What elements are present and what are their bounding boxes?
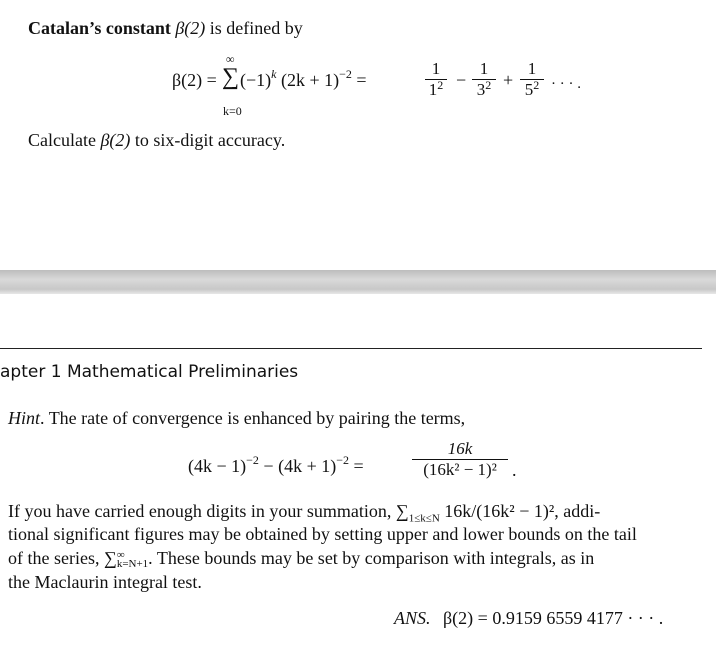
fraction-2-num: 1 [479, 59, 489, 78]
hint-text: . The rate of convergence is enhanced by pairing the terms, [40, 408, 466, 428]
para-line3-b: . These bounds may be set by comparison with integrals, as in [148, 548, 595, 568]
chapter-header: apter 1 Mathematical Preliminaries [0, 362, 299, 382]
term-exp-neg2: −2 [339, 67, 352, 81]
fraction-1-sq: 2 [437, 78, 444, 92]
minus-sign: − [456, 70, 467, 90]
sum-upper-limit: ∞ [226, 52, 235, 66]
para-sum2-sub: k=N+1 [116, 557, 149, 570]
pairing-exp1: −2 [246, 453, 259, 467]
para-sum-sub: 1≤k≤N [408, 512, 440, 525]
term-sign: (−1) [240, 70, 272, 90]
answer [394, 608, 663, 629]
fraction-1-num: 1 [431, 59, 441, 78]
answer-label: ANS. [394, 608, 431, 628]
beta2-symbol: β(2) [175, 18, 206, 38]
fraction-3-sq: 2 [533, 78, 540, 92]
para-line3-a: of the series, [8, 548, 100, 568]
para-line-3 [8, 548, 594, 569]
fraction-2 [472, 60, 496, 100]
task-text: Calculate [28, 130, 96, 150]
equals-sign: = [356, 70, 367, 90]
pairing-equals: = [353, 456, 364, 476]
sum-lower-limit: k=0 [223, 104, 242, 118]
pairing-exp2: −2 [336, 453, 349, 467]
pairing-dot: . [512, 460, 517, 480]
problem-title-bold: Catalan’s constant [28, 18, 171, 38]
fraction-3-den: 5 [524, 80, 534, 99]
term-exp-k: k [271, 67, 277, 81]
equation-term [240, 67, 367, 91]
problem-task [28, 130, 285, 151]
para-line-4: the Maclaurin integral test. [8, 572, 202, 592]
summation-symbol: ∑ [222, 64, 240, 90]
task-text-rest: to six-digit accuracy. [134, 130, 286, 150]
fraction-2-sq: 2 [485, 78, 492, 92]
pairing-term2: − (4k + 1) [258, 456, 337, 476]
fraction-1-den: 1 [428, 80, 438, 99]
header-rule [0, 348, 702, 349]
pairing-term1: (4k − 1) [188, 456, 247, 476]
ellipsis: · · · . [551, 76, 581, 92]
problem-intro [28, 18, 303, 39]
para-line1-a: If you have carried enough digits in your summation, [8, 501, 392, 521]
page-break-band [0, 270, 716, 294]
problem-intro-text: is defined by [209, 18, 303, 38]
fraction-2-den: 3 [476, 80, 486, 99]
pairing-fraction [412, 440, 508, 479]
para-line1-b: 16k/(16k² − 1)², addi- [444, 501, 601, 521]
pairing-lhs [188, 453, 364, 477]
plus-sign: + [503, 70, 514, 90]
fraction-3-num: 1 [527, 59, 537, 78]
pairing-num: 16k [447, 439, 473, 458]
para-sum2-sup: ∞ [116, 548, 125, 561]
fraction-1 [425, 60, 447, 100]
hint-line [8, 408, 465, 429]
pairing-den: (16k² − 1)² [423, 460, 497, 479]
equation-lhs: β(2) = [172, 70, 217, 90]
para-sum: ∑ [395, 501, 409, 521]
hint-word: Hint [8, 408, 41, 428]
fraction-3 [520, 60, 544, 100]
answer-value: β(2) = 0.9159 6559 4177 · · · . [443, 608, 664, 628]
para-line-2: tional significant figures may be obtained by setting upper and lower bounds on the tail [8, 524, 637, 544]
term-odd: (2k + 1) [280, 70, 340, 90]
para-line-1 [8, 501, 600, 525]
para-sum2: ∑ [103, 548, 117, 568]
task-beta2: β(2) [100, 130, 131, 150]
